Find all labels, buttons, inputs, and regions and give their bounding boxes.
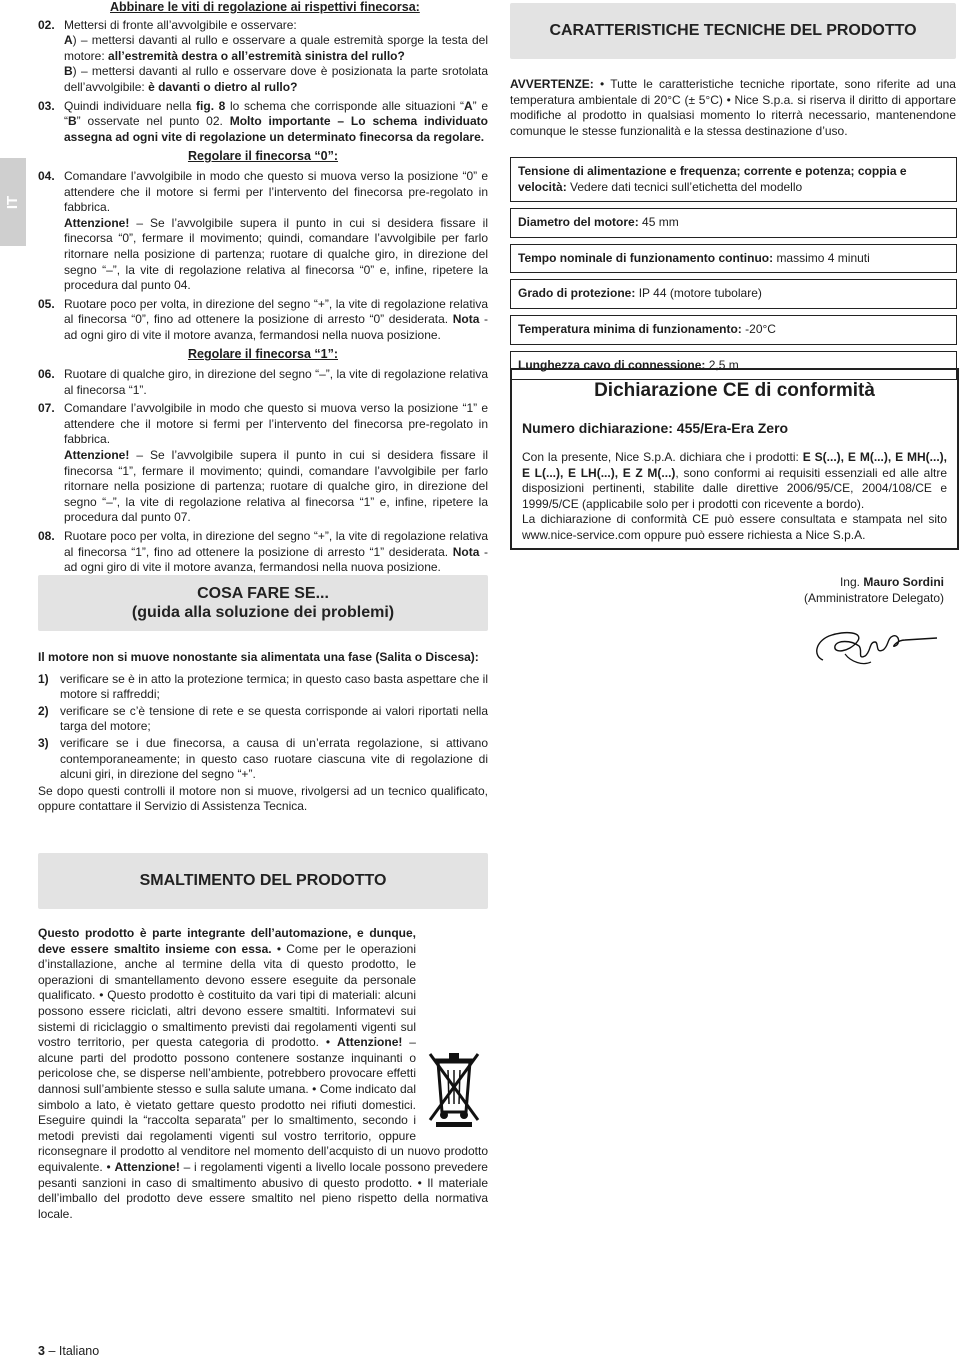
step-02 [38,18,488,96]
step-text: ” e “ [64,98,488,129]
step-text: Ruotare poco per volta, in direzione del segno “+”, la vite di regolazione relativa al finecorsa “0”, fino ad ottenere la posizione di arresto “0” desiderata. [64,296,488,327]
item-text: verificare se è in atto la protezione termica; in questo caso basta aspettare che il motore si raffreddi; [60,671,488,702]
spec-item [510,244,957,274]
label-b: B [64,64,73,79]
step-text: Mettersi di fronte all’avvolgibile e osservare: [64,17,297,32]
step-number: 06. [38,367,55,382]
ce-text-part: La dichiarazione di conformità CE può essere consultata e stampata nel sito www.nice-service.com oppure può essere richiesta a Nice S.p.A. [522,512,947,542]
troubleshooting-header [38,575,488,631]
label-a: A [64,33,73,48]
handwritten-signature [805,618,945,674]
ce-number: Numero dichiarazione: 455/Era-Era Zero [522,420,789,436]
step-text: ” osservate nel punto 02. [76,114,223,129]
warning-text: • Tutte le caratteristiche tecniche riportate, sono riferite ad una temperatura ambientale di 20°C (± 5°C) • Nice S.p.a. si riserva il diritto di apportare modifiche al prodotto in qualsiasi momento lo riterrà necessario, mantenendone comunque le stesse funzionalità e la stessa destinazione d’uso. [510,77,956,138]
note-label: Nota [452,312,480,327]
disposal-header [38,853,488,909]
troubleshooting-title: COSA FARE SE... [197,585,329,602]
item-text: verificare se c’è tensione di rete e se questa corrisponde ai valori riportati nella targa del motore; [60,703,488,734]
disposal-title: SMALTIMENTO DEL PRODOTTO [139,872,387,889]
disposal-intro: Questo prodotto è parte integrante dell’automazione, e dunque, deve essere smaltito insieme con essa. [38,926,416,956]
step-number: 07. [38,401,55,416]
troubleshooting-item-2 [38,704,488,735]
troubleshooting-item-3 [38,736,488,783]
spec-item [510,208,957,238]
spec-item [510,279,957,309]
page-number: 3 [38,1344,45,1358]
item-text: verificare se i due finecorsa, a causa di un’errata regolazione, si attivano contemporaneamente; in questo caso ruotare ciascuna vite di regolazione di alcuni giri, in direzione del segno “+”. [60,735,488,782]
step-text: Ruotare di qualche giro, in direzione del segno “–”, la vite di regolazione relativa al finecorsa “1”. [64,367,488,397]
ce-text-part: , sono conformi ai requisiti essenziali ed alle altre disposizioni pertinenti, stabilite dalle direttive 2006/95/CE, 2004/108/CE e 1999/5/CE (applicabile solo per i prodotti con ricevente a bordo). [522,465,948,511]
spec-label: Temperatura minima di funzionamento: [518,321,742,336]
step-number: 02. [38,17,55,32]
signatory-name: Mauro Sordini [863,575,944,589]
attention-label: Attenzione! [64,448,130,463]
disposal-p1: • Come per le operazioni d’installazione, anche al termine della vita di questo prodotto, le operazioni di smantellamento devono essere eseguite da personale qualificato. • Questo prodotto è costituito da vari tipi di materiali: alcuni possono essere riciclati, altri devono essere smaltiti. Informatevi sui sistemi di riciclaggio o smaltimento previsti dai regolamenti vigenti sul vostro territorio, per questa categoria di prodotto. • [38,941,416,1050]
step-text: lo schema che corrisponde alle situazioni “ [230,98,464,113]
ce-declaration-box [510,368,959,550]
step-text: - ad ogni giro di vite il motore avanza, fermandosi nella nuova posizione. [64,312,489,342]
step-number: 04. [38,168,55,183]
a-text: ) – mettersi davanti al rullo e osservare a quale estremità sporge la testa del motore: [64,33,488,63]
specs-warning [510,77,956,139]
attention-label: Attenzione! [114,1159,180,1174]
step-number: 08. [38,529,55,543]
item-number: 1) [38,671,49,686]
ce-title: Dichiarazione CE di conformità [594,380,875,401]
footer-language: Italiano [58,1344,100,1358]
spec-value: 45 mm [642,215,679,230]
bin-icon [424,1048,488,1134]
troubleshooting-intro: Il motore non si muove nonostante sia alimentata una fase (Salita o Discesa): [38,650,479,664]
step-05 [38,297,488,344]
attention-label: Attenzione! [64,215,130,230]
figure-ref: fig. 8 [196,98,226,113]
specs-list [510,157,957,386]
spec-value: -20°C [745,321,776,336]
signatory-title: Ing. [839,575,860,589]
item-number: 3) [38,735,49,750]
spec-label: Lunghezza cavo di connessione: [518,357,706,372]
language-tab-label: IT [4,195,22,209]
signature-block [700,574,944,606]
disposal-p2: – alcune parti del prodotto possono contenere sostanze inquinanti o pericolose che, se disperse nell’ambiente, potrebbero provocare effetti dannosi sull’ambiente stesso e sulla salute umana. • Come indicato dal simbolo a lato, è vietato gettare questo prodotto nei rifiuti domestici. Eseguire quindi la “raccolta separata” per lo smaltimento, secondo i metodi previsti dai regolamenti vigenti sul vostro territorio, oppure riconsegnare il prodotto al venditore nel momento dell’acquisto di un nuovo prodotto equivalente. • [38,1035,488,1174]
item-number: 2) [38,703,49,718]
a-bold: all’estremità destra o all’estremità sinistra del rullo? [108,48,405,63]
subheading-finecorsa-0: Regolare il finecorsa “0”: [187,149,339,164]
attention-text: – Se l’avvolgibile supera il punto in cui si desidera fissare il finecorsa “0”, fermare il movimento; quindi, comandare l’avvolgibile per farlo ritornare nella posizione di partenza; ruotare di qualche giro, in direzione del segno “–”, la vite di regolazione relativa al finecorsa “0” e, infine, ripetere la procedura dal punto 04. [64,215,488,293]
specs-title: CARATTERISTICHE TECNICHE DEL PRODOTTO [549,22,917,39]
procedure-heading: Abbinare le viti di regolazione ai rispettivi finecorsa: [110,0,420,14]
subheading-finecorsa-1: Regolare il finecorsa “1”: [187,347,339,362]
attention-text: – Se l’avvolgibile supera il punto in cui si desidera fissare il finecorsa “1”, fermare il movimento; quindi, comandare l’avvolgibile per farlo ritornare nella posizione di partenza; ruotare di qualche giro, in direzione del segno “–”, la vite di regolazione relativa al finecorsa “1” e, infine, ripetere la procedura dal punto 07. [64,448,488,525]
spec-label: Grado di protezione: [518,286,636,301]
ce-products: E S(...), E M(...), E MH(...), E L(...), E LH(...), E Z M(...) [522,450,947,480]
step-08 [38,529,488,576]
label-b: B [68,114,77,129]
spec-value: 2,5 m [708,357,739,372]
step-07 [38,401,488,526]
step-number: 05. [38,296,55,311]
note-label: Nota [452,544,480,559]
signatory-role: (Amministratore Delegato) [803,591,944,605]
important-note: Molto importante – Lo schema individuato assegna ad ogni vite di regolazione un determinato finecorsa da regolare. [64,114,488,144]
step-text: Ruotare poco per volta, in direzione del segno “+”, la vite di regolazione relativa al finecorsa “1”, fino ad ottenere la posizione di arresto “1” desiderata. [64,529,488,559]
spec-label: Diametro del motore: [518,215,639,230]
spec-label: Tempo nominale di funzionamento continuo: [518,250,774,265]
step-06 [38,367,488,398]
procedure-section [38,0,488,576]
disposal-section [38,926,488,1222]
language-tab [0,158,26,246]
step-number: 03. [38,98,55,113]
attention-label: Attenzione! [337,1035,403,1050]
step-text: Comandare l’avvolgibile in modo che questo si muova verso la posizione “1” e attendere che il motore si fermi per l’intervento del finecorsa pre-regolato in fabbrica. [64,401,488,447]
b-bold: è davanti o dietro al rullo? [148,79,298,94]
step-text: Quindi individuare nella [64,98,192,113]
spec-value: Vedere dati tecnici sull’etichetta del modello [570,179,803,194]
b-text: ) – mettersi davanti al rullo e osservare dove è posizionata la parte srotolata dell’avvolgibile: [64,64,488,94]
spec-value: IP 44 (motore tubolare) [638,286,762,301]
specs-header [510,3,956,59]
spec-label: Tensione di alimentazione e frequenza; corrente e potenza; coppia e velocità: [518,164,907,194]
ce-text-part: Con la presente, Nice S.p.A. dichiara che i prodotti: [522,450,799,464]
ce-text [522,450,947,544]
footer-dash: – [48,1344,56,1358]
troubleshooting-subtitle: (guida alla soluzione dei problemi) [131,604,395,621]
label-a: A [464,98,473,113]
page-footer [38,1344,99,1358]
spec-item [510,315,957,345]
disposal-p3: – i regolamenti vigenti a livello locale possono prevedere pesanti sanzioni in caso di smaltimento abusivo di questo prodotto. • Il materiale dell’imballo del prodotto deve essere smaltito nel pieno rispetto della normativa locale. [38,1159,488,1221]
troubleshooting-section [38,650,488,815]
step-04 [38,169,488,294]
step-text: Comandare l’avvolgibile in modo che questo si muova verso la posizione “0” e attendere che il motore si fermi per l’intervento del finecorsa pre-regolato in fabbrica. [64,168,488,215]
troubleshooting-item-1 [38,672,488,703]
spec-value: massimo 4 minuti [776,250,870,265]
troubleshooting-outro: Se dopo questi controlli il motore non si muove, rivolgersi ad un tecnico qualificato, oppure contattare il Servizio di Assistenza Tecnica. [38,783,488,814]
step-03 [38,99,488,146]
spec-item [510,157,957,202]
step-text: - ad ogni giro di vite il motore avanza, fermandosi nella nuova posizione. [64,544,489,575]
warning-label: AVVERTENZE: [510,77,594,91]
